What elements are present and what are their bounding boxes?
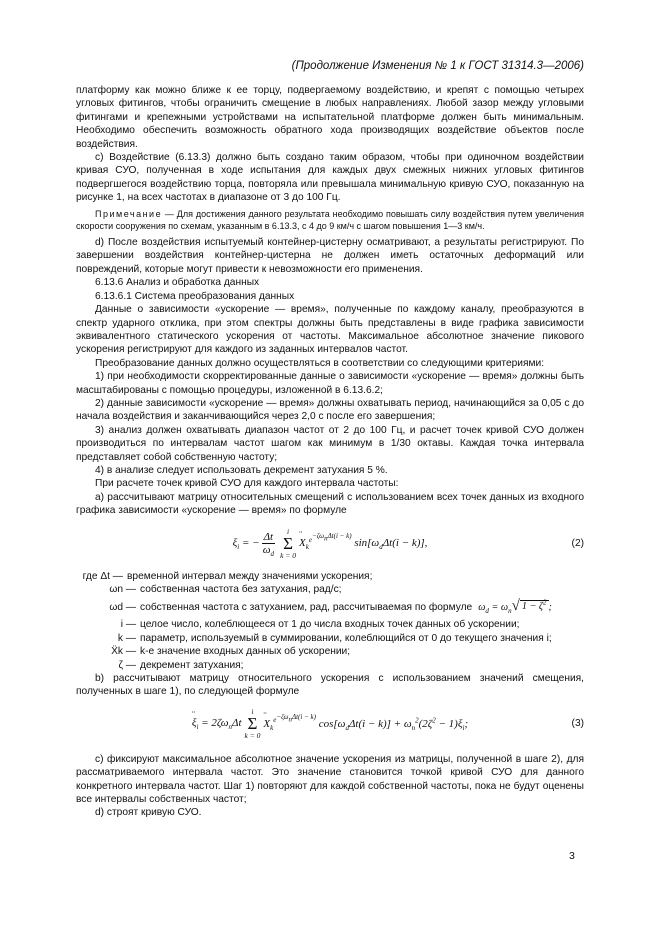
section-heading: 6.13.6 Анализ и обработка данных: [95, 277, 260, 289]
list-item: 4) в анализе следует использовать декремент затухания 5 %.: [95, 464, 388, 476]
definition-item: Ẍk — k-е значение входных данных об ускорении;: [111, 646, 351, 658]
paragraph: a) рассчитывают матрицу относительных смещений с использованием всех точек данных из входного графика зависимости «ускорение — время» по формуле: [76, 491, 584, 517]
paragraph: При расчете точек кривой СУО для каждого интервала частоты:: [95, 478, 399, 490]
formula-3-number: (3): [571, 718, 584, 730]
definition-item: ζ — декремент затухания;: [118, 659, 244, 671]
note-label: Примечание: [95, 208, 163, 219]
formula-3: ¨ $\xi_i = 2\zeta\omega_n\Delta t$ i Σ k = 0 ¨ $X_k^{e^{-\zeta\omega_n\Delta t(i - k)}}$ $\cos[\omega_d\Delta t(i - k)] + \omega_n^2(2\zeta^2 - 1)\xi_i$; (3): [76, 699, 584, 749]
note: [76, 208, 584, 232]
running-header: (Продолжение Изменения № 1 к ГОСТ 31314.3—2006): [291, 60, 584, 72]
formula-2: $\xi_i$ = − $\frac{\Delta t}{\omega_d}$ i Σ k = 0 ¨ $X_k^{e^{-\zeta\omega_n\Delta t(i - k)}}$ $\sin[\omega_d\Delta t(i - k)]$, (2): [76, 518, 584, 570]
definition-item: ωn — собственная частота без затухания, рад/с;: [109, 584, 342, 595]
paragraph: платформу как можно ближе к ее торцу, подвергаемому воздействию, и крепят с помощью четырех угловых фитингов, чтобы ограничить смещение в любых направлениях. Любой зазор между угловыми фитингами и крепежными устройствами на испытательной платформе должен быть минимальным. Необходимо обеспечить возможность обратного хода производящих воздействие объектов после воздействия.: [76, 85, 584, 150]
definition-item: i — целое число, колеблющееся от 1 до числа входных точек данных об ускорении;: [120, 619, 520, 631]
paragraph: d) строят кривую СУО.: [95, 807, 202, 819]
document-body: [76, 84, 584, 820]
definition-item: k — параметр, используемый в суммировании, колеблющийся от 0 до текущего значения i;: [117, 632, 552, 644]
definition-item: ωd — собственная частота с затуханием, рад, рассчитываемая по формуле $\omega_d = \omega_n$ √ $1 - \zeta^2$ ;: [109, 598, 552, 616]
subsection-heading: 6.13.6.1 Система преобразования данных: [95, 290, 295, 302]
definitions: [76, 570, 584, 672]
paragraph: c) фиксируют максимальное абсолютное значение ускорения из матрицы, полученной в шаге 2), для рассматриваемого интервала частот. Это значение становится точкой кривой СУО для данного конкретного интервала частот. Шаг 1) повторяют для каждой собственной частоты, пока не будут оценены все интервалы собственных частот;: [76, 753, 584, 806]
paragraph: Данные о зависимости «ускорение — время», полученные по каждому каналу, преобразуются в спектр ударного отклика, при этом спектры должны быть представлены в виде графика зависимости эквивалентного статического ускорения от частоты. Максимальное абсолютное значение пикового ускорения регистрируют для каждого из заданных интервалов частот.: [76, 304, 584, 356]
formula-2-number: (2): [571, 537, 584, 549]
note-text: — Для достижения данного результата необходимо повышать силу воздействия путем увеличения скорости сооружения по схемам, указанным в 6.13.3, с 4 до 9 км/ч с шагом повышения 1—3 км/ч.: [76, 208, 584, 231]
page-number: 3: [569, 850, 575, 862]
paragraph: b) рассчитывают матрицу относительного ускорения с использованием значений смещения, полученных в шаге 1), по следующей формуле: [76, 673, 584, 698]
paragraph: c) Воздействие (6.13.3) должно быть создано таким образом, чтобы при одиночном воздействии кривая СУО, полученная в ходе испытания для каждых двух смежных нижних угловых фитингов подвергшегося воздействию торца, повторяла или превышала минимальную кривую СУО, показанную на рисунке 1, на всех частотах в диапазоне от 3 до 100 Гц.: [76, 152, 584, 204]
list-item: 3) анализ должен охватывать диапазон частот от 2 до 100 Гц, и расчет точек кривой СУО должен производиться по интервалам частот шагом как минимум в 1/30 октавы. Каждая точка интервала представляет собой собственную частоту;: [76, 424, 584, 463]
list-item: 2) данные зависимости «ускорение — время» должны охватывать период, начинающийся за 0,05 с до начала воздействия и заканчивающийся через 2,0 с после его завершения;: [76, 397, 584, 423]
definition-item: где Δt — временной интервал между значениями ускорения;: [82, 570, 373, 582]
paragraph: d) После воздействия испытуемый контейнер-цистерну осматривают, а результаты регистрируют. По завершении воздействия контейнер-цистерна не должен иметь остаточных деформаций или повреждений, которые могут привести к невозможности его применения.: [76, 237, 584, 275]
paragraph: Преобразование данных должно осуществляться в соответствии со следующими критериями:: [95, 357, 545, 369]
list-item: 1) при необходимости скорректированные данные о зависимости «ускорение — время» должны быть масштабированы с помощью процедуры, изложенной в 6.13.6.2;: [76, 371, 584, 396]
